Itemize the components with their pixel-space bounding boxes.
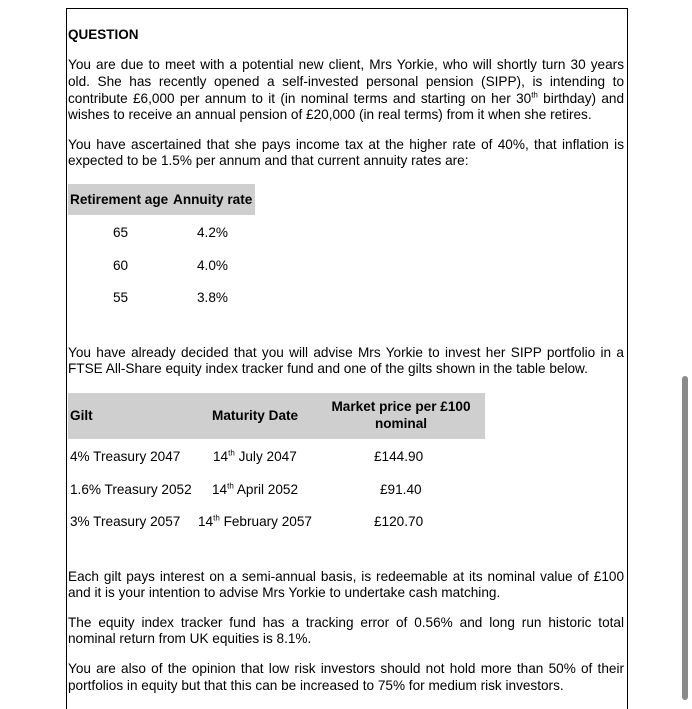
header-market-price-line1: Market price per £100: [331, 399, 471, 414]
gilt-interest-line-2: and it is your intention to advise Mrs Yorkie to undertake cash matching.: [68, 585, 501, 600]
gilt-name-cell: 4% Treasury 2047: [70, 449, 181, 464]
gilt-price-cell: £120.70: [374, 514, 424, 529]
annuity-rate-cell: 3.8%: [197, 290, 228, 305]
gilt-price-cell: £91.40: [380, 482, 422, 497]
gilt-maturity-cell: 14th July 2047: [213, 448, 297, 464]
header-maturity-date: Maturity Date: [212, 408, 299, 423]
gilt-name-cell: 1.6% Treasury 2052: [70, 482, 192, 497]
intro-line-3: contribute £6,000 per annum to it (in nominal terms and starting on her 30th birthday) and: [68, 90, 625, 106]
ascertained-line-2: expected to be 1.5% per annum and that current annuity rates are:: [68, 153, 469, 168]
annuity-table-header: [68, 184, 255, 215]
annuity-rate-cell: 4.0%: [197, 258, 228, 273]
intro-line-1: You are due to meet with a potential new client, Mrs Yorkie, who will shortly turn 30 years: [68, 57, 624, 72]
intro-line-2: old. She has recently opened a self-invested personal pension (SIPP), is intending to: [68, 74, 624, 89]
decided-line-1: You have already decided that you will advise Mrs Yorkie to invest her SIPP portfolio in a: [68, 345, 624, 360]
opinion-line-2: portfolios in equity but that this can be increased to 75% for medium risk investors.: [68, 678, 564, 693]
header-gilt: Gilt: [70, 408, 93, 423]
gilt-interest-line-1: Each gilt pays interest on a semi-annual basis, is redeemable at its nominal value of £100: [68, 569, 624, 584]
annuity-age-cell: 65: [113, 225, 129, 240]
tracker-line-1: The equity index tracker fund has a tracking error of 0.56% and long run historic total: [68, 615, 624, 630]
annuity-age-cell: 60: [113, 258, 129, 273]
vertical-scrollbar[interactable]: [682, 376, 688, 700]
header-market-price-line2: nominal: [374, 416, 428, 431]
gilt-name-cell: 3% Treasury 2057: [70, 514, 181, 529]
annuity-age-cell: 55: [113, 290, 129, 305]
gilt-maturity-cell: 14th February 2057: [198, 513, 312, 529]
intro-line-4: wishes to receive an annual pension of £20,000 (in real terms) from it when she retires.: [68, 107, 592, 122]
ascertained-line-1: You have ascertained that she pays income tax at the higher rate of 40%, that inflation is: [68, 137, 624, 152]
header-annuity-rate: Annuity rate: [173, 192, 253, 207]
annuity-rate-cell: 4.2%: [197, 225, 228, 240]
decided-line-2: FTSE All-Share equity index tracker fund and one of the gilts shown in the table below.: [68, 361, 588, 376]
gilt-table-header: [68, 393, 485, 439]
question-heading: QUESTION: [68, 27, 139, 42]
header-retirement-age: Retirement age: [70, 192, 169, 207]
opinion-line-1: You are also of the opinion that low risk investors should not hold more than 50% of their: [68, 661, 624, 676]
gilt-price-cell: £144.90: [374, 449, 424, 464]
tracker-line-2: nominal return from UK equities is 8.1%.: [68, 631, 312, 646]
gilt-maturity-cell: 14th April 2052: [212, 481, 299, 497]
